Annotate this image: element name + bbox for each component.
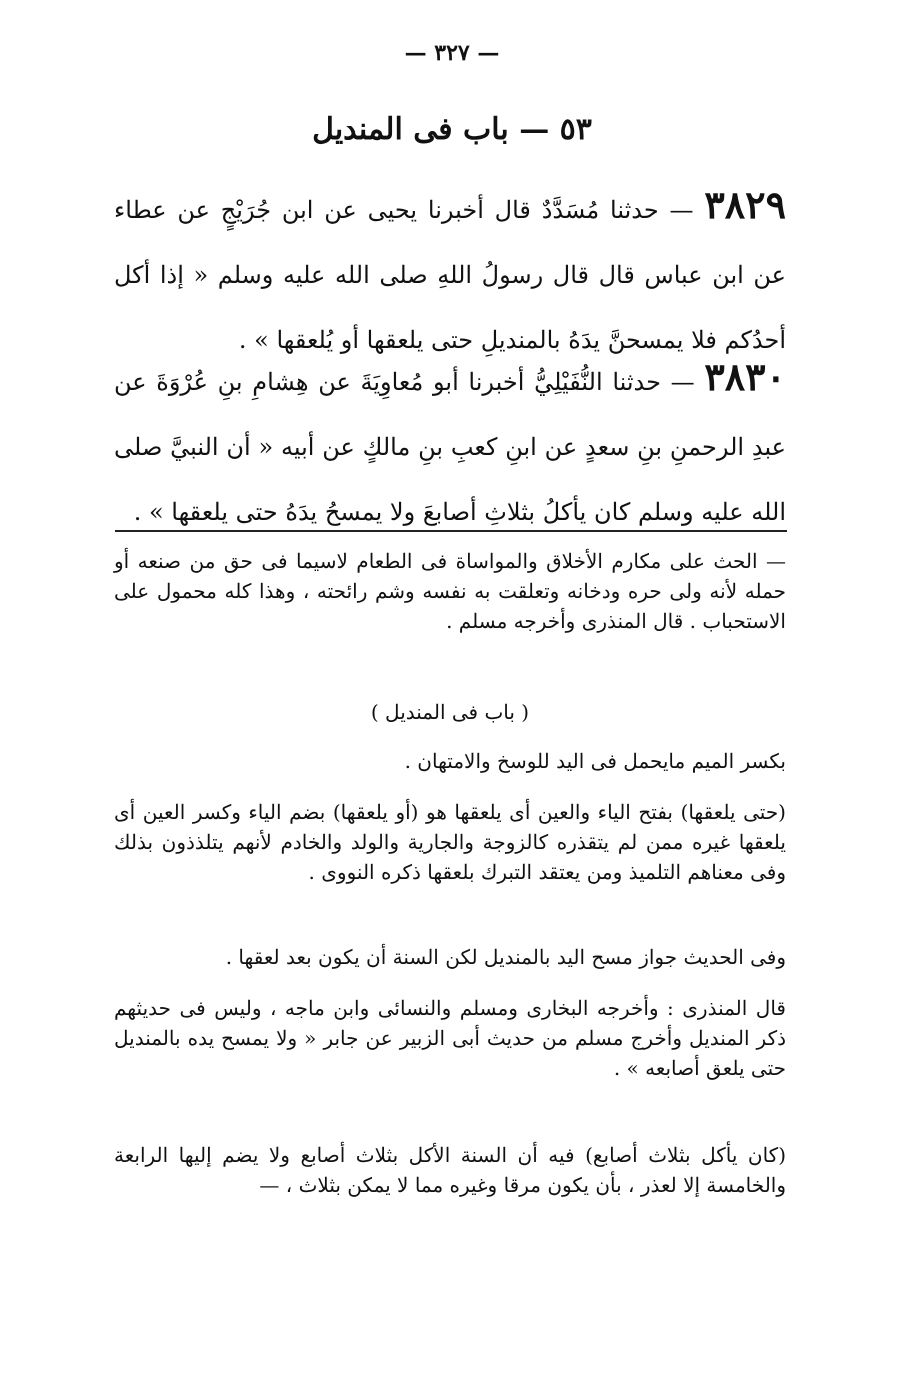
commentary-paragraph: وفى الحديث جواز مسح اليد بالمنديل لكن السنة أن يكون بعد لعقها .	[225, 945, 786, 969]
chapter-dash: —	[508, 112, 550, 147]
commentary-paragraph: قال المنذرى : وأخرجه البخارى ومسلم والنسائى وابن ماجه ، وليس فى حديثهم ذكر المنديل وأخرج مسلم من حديث أبى الزبير عن جابر « ولا يمسح يده بالمنديل حتى يلعق أصابعه » .	[114, 996, 786, 1080]
hadith-3829	[114, 172, 786, 373]
hadith-text: حدثنا النُّفَيْلِيُّ أخبرنا أبو مُعاوِيَةَ عن هِشامِ بنِ عُرْوَةَ عن عبدِ الرحمنِ بنِ سعدٍ عن ابنِ كعبِ بنِ مالكٍ عن أبيه « أن النبيَّ صلى الله عليه وسلم كان يأكلُ بثلاثِ أصابعَ ولا يمسحُ يدَهُ حتى يلعقها » .	[114, 368, 787, 526]
commentary-paragraph: — الحث على مكارم الأخلاق والمواساة فى الطعام لاسيما فى حق من صنعه أو حمله لأنه ولى حره ودخانه وتعلقت به نفسه وشم رائحته ، وهذا كله محمول على الاستحباب . قال المنذرى وأخرجه مسلم .	[114, 549, 786, 633]
commentary-heading: ( باب فى المنديل )	[370, 700, 530, 724]
chapter-name: باب فى المنديل	[312, 112, 509, 147]
footnote-divider	[115, 530, 787, 532]
commentary-paragraph: (كان يأكل بثلاث أصابع) فيه أن السنة الأكل بثلاث أصابع ولا يضم إليها الرابعة والخامسة إلا لعذر ، بأن يكون مرقا وغيره مما لا يمكن بثلاث ، —	[114, 1143, 786, 1197]
hadith-dash: —	[658, 196, 694, 224]
hadith-3830	[114, 344, 786, 545]
hadith-number: ٣٨٢٩	[704, 182, 786, 227]
hadith-dash: —	[660, 368, 695, 396]
commentary-paragraph: (حتى يلعقها) بفتح الياء والعين أى يلعقها هو (أو يلعقها) بضم الياء وكسر العين أى يلعقها غيره ممن لم يتقذره كالزوجة والجارية والولد والخادم لأنهم يتلذذون بذلك وفى معناهم التلميذ ومن يعتقد التبرك بلعقها ذكره النووى .	[114, 800, 786, 884]
commentary-paragraph: بكسر الميم مايحمل فى اليد للوسخ والامتهان .	[404, 749, 786, 773]
hadith-number: ٣٨٣٠	[704, 354, 786, 399]
chapter-title	[0, 112, 904, 147]
page-number: — ٣٢٧ —	[404, 40, 500, 66]
chapter-number: ٥٣	[559, 112, 592, 147]
hadith-text: حدثنا مُسَدَّدٌ قال أخبرنا يحيى عن ابن جُرَيْجٍ عن عطاء عن ابن عباس قال قال رسولُ اللهِ صلى الله عليه وسلم « إذا أكل أحدُكم فلا يمسحنَّ يدَهُ بالمنديلِ حتى يلعقها أو يُلعقها » .	[114, 196, 786, 354]
